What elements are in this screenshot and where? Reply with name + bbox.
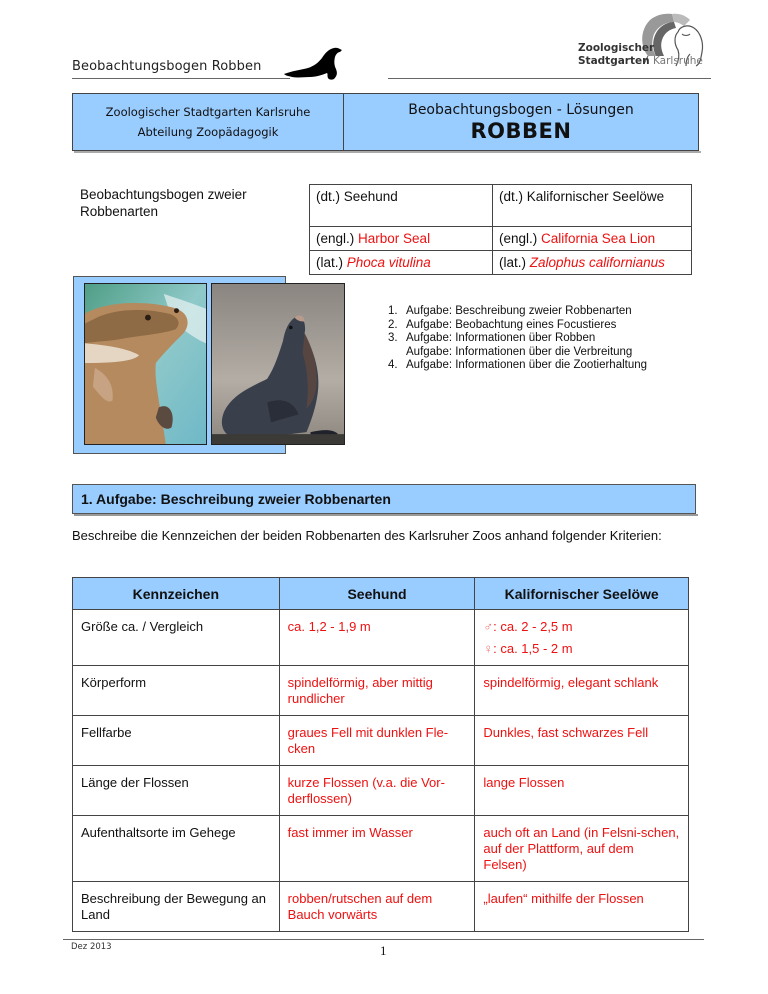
task-item (388, 319, 647, 333)
task-number: 1. (388, 305, 398, 317)
photo-frame (73, 276, 286, 454)
logo-line2-light: Karlsruhe (652, 55, 703, 67)
header-rule (388, 78, 711, 79)
species-cell (493, 185, 692, 227)
criterion-cell: Aufenthaltsorte im Gehege (73, 816, 280, 882)
seeloewe-answer: „laufen“ mithilfe der Flossen (475, 882, 689, 932)
table-header-row (73, 578, 689, 610)
banner-shadow (74, 151, 701, 153)
seehund-answer: spindelförmig, aber mittig rundlicher (279, 666, 475, 716)
seeloewe-answer (475, 610, 689, 666)
criterion-cell: Körperform (73, 666, 280, 716)
species-cell (493, 227, 692, 251)
species-name: Phoca vitulina (346, 255, 431, 270)
task-number: 4. (388, 359, 398, 371)
species-cell (310, 227, 493, 251)
header-rule (72, 78, 290, 79)
female-size-value: : ca. 1,5 - 2 m (493, 641, 573, 656)
species-row-english (310, 227, 692, 251)
table-row (73, 882, 689, 932)
table-row (73, 610, 689, 666)
male-symbol-icon: ♂ (483, 619, 494, 634)
table-row (73, 766, 689, 816)
zoo-logo-text (578, 42, 703, 68)
seehund-answer: robben/rutschen auf dem Bauch vorwärts (279, 882, 475, 932)
task-list (388, 305, 647, 373)
logo-line2-bold: Stadtgarten (578, 55, 650, 67)
criterion-cell: Fellfarbe (73, 716, 280, 766)
task-text: Aufgabe: Informationen über die Zootierhaltung (406, 359, 648, 371)
seehund-answer: fast immer im Wasser (279, 816, 475, 882)
species-names-table (309, 184, 692, 275)
title-banner (72, 93, 699, 151)
seehund-answer: graues Fell mit dunklen Fle-cken (279, 716, 475, 766)
table-row (73, 666, 689, 716)
page-header (48, 0, 711, 80)
male-size (483, 619, 680, 635)
instruction-text: Beschreibe die Kennzeichen der beiden Robbenarten des Karlsruher Zoos anhand folgender Kriterien: (72, 528, 662, 543)
species-name: Seehund (343, 189, 398, 204)
species-cell (493, 251, 692, 275)
criterion-cell: Länge der Flossen (73, 766, 280, 816)
seeloewe-answer: auch oft an Land (in Felsni-schen, auf der Plattform, auf dem Felsen) (475, 816, 689, 882)
table-row (73, 816, 689, 882)
lang-prefix: (engl.) (316, 231, 359, 246)
criterion-cell: Beschreibung der Bewegung an Land (73, 882, 280, 932)
male-size-value: : ca. 2 - 2,5 m (493, 619, 573, 634)
document-title: Beobachtungsbogen Robben (72, 59, 262, 74)
task-text: Aufgabe: Beobachtung eines Focustieres (406, 318, 617, 331)
logo-line1: Zoologischer (578, 42, 655, 54)
column-header: Kalifornischer Seelöwe (475, 578, 689, 610)
female-size (483, 641, 680, 657)
task-number: 2. (388, 318, 398, 331)
footer-rule (63, 939, 704, 940)
task-item (388, 359, 647, 373)
species-row-latin (310, 251, 692, 275)
sea-lion-photo (211, 283, 345, 445)
species-name: Kalifornischer Seelöwe (526, 189, 665, 204)
characteristics-table (72, 577, 689, 932)
task-number (388, 346, 406, 360)
species-name: Zalophus californianus (529, 255, 665, 270)
seeloewe-answer: spindelförmig, elegant schlank (475, 666, 689, 716)
lang-prefix: (engl.) (499, 231, 542, 246)
female-symbol-icon: ♀ (483, 641, 494, 656)
seeloewe-answer: Dunkles, fast schwarzes Fell (475, 716, 689, 766)
intro-text: Beobachtungsbogen zweier Robbenarten (80, 187, 247, 219)
species-row-german (310, 185, 692, 227)
task-text: Aufgabe: Informationen über Robben (406, 332, 596, 344)
task-item (388, 332, 647, 346)
species-name: Harbor Seal (358, 231, 431, 246)
footer-date: Dez 2013 (71, 942, 112, 952)
banner-right (344, 94, 698, 150)
lang-prefix: (dt.) (499, 189, 527, 204)
task-item (388, 305, 647, 319)
seehund-answer: ca. 1,2 - 1,9 m (279, 610, 475, 666)
task-item (388, 346, 647, 360)
task-number: 3. (388, 332, 398, 344)
institution-name: Zoologischer Stadtgarten Karlsruhe (105, 105, 311, 119)
worksheet-subtitle: Beobachtungsbogen - Lösungen (408, 101, 634, 118)
column-header: Kennzeichen (73, 578, 280, 610)
task-text: Aufgabe: Informationen über die Verbreitung (406, 345, 633, 358)
lang-prefix: (lat.) (316, 255, 347, 270)
lang-prefix: (lat.) (499, 255, 530, 270)
criterion-cell: Größe ca. / Vergleich (73, 610, 280, 666)
section-shadow (74, 514, 698, 516)
section-header: 1. Aufgabe: Beschreibung zweier Robbenarten (72, 484, 696, 514)
seeloewe-answer: lange Flossen (475, 766, 689, 816)
banner-left (73, 94, 344, 150)
harbor-seal-photo (84, 283, 207, 445)
task-text: Aufgabe: Beschreibung zweier Robbenarten (406, 305, 632, 317)
worksheet-title: ROBBEN (470, 118, 572, 143)
column-header: Seehund (279, 578, 475, 610)
seehund-answer: kurze Flossen (v.a. die Vor-derflossen) (279, 766, 475, 816)
seal-silhouette-icon (282, 44, 352, 82)
species-name: California Sea Lion (541, 231, 656, 246)
lang-prefix: (dt.) (316, 189, 344, 204)
table-row (73, 716, 689, 766)
species-cell (310, 251, 493, 275)
species-cell (310, 185, 493, 227)
department-name: Abteilung Zoopädagogik (137, 125, 279, 139)
page-number: 1 (380, 943, 387, 958)
zoo-logo (566, 12, 708, 76)
